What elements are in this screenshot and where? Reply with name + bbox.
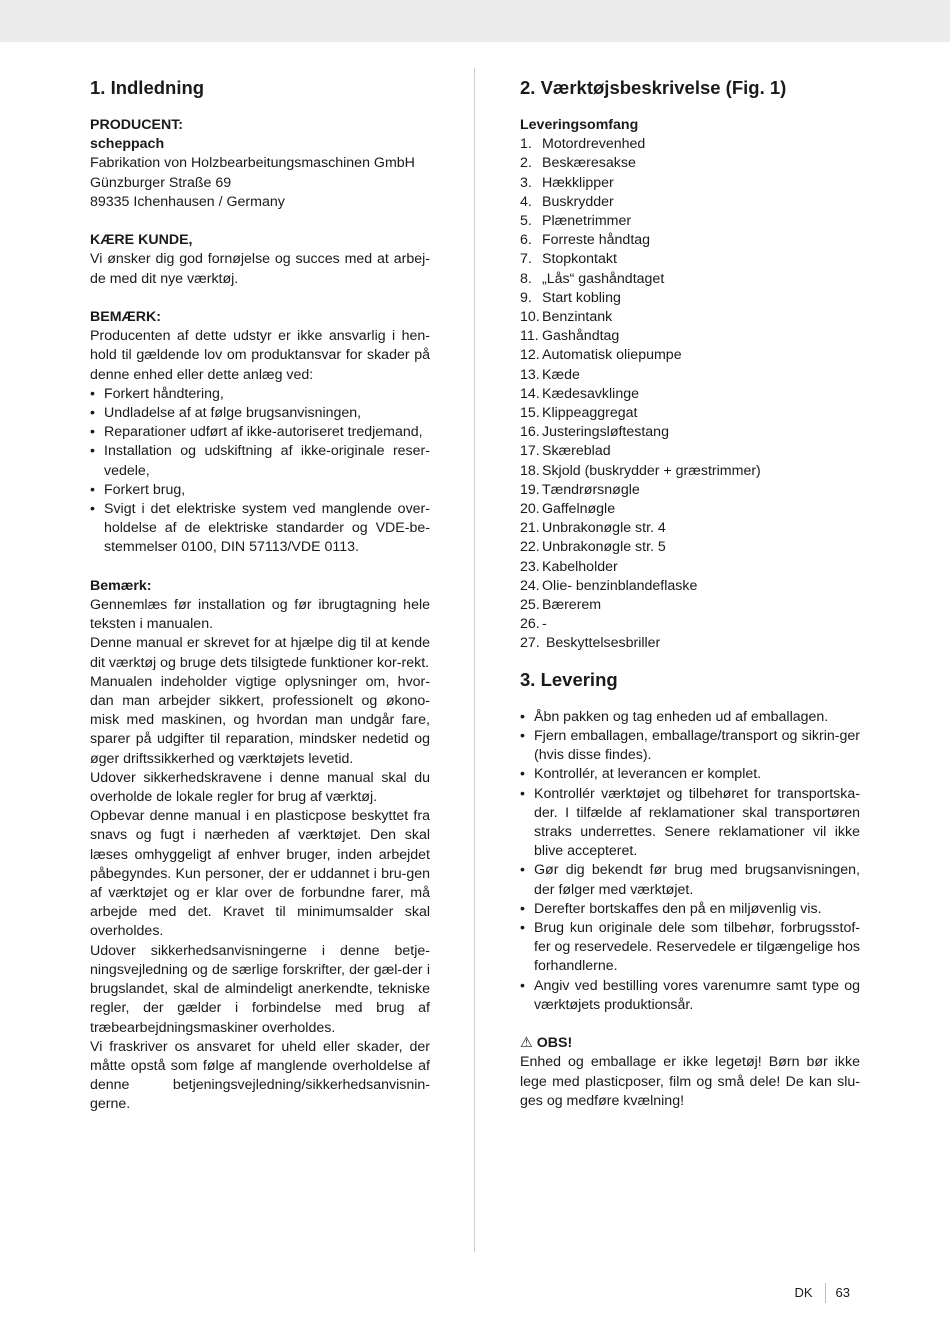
language-code: DK	[794, 1285, 813, 1301]
left-column	[90, 76, 430, 1115]
list-item-number: 4.	[520, 193, 532, 210]
remark-paragraph: Gennemlæs før installation og før ibrugtagning hele teksten i manualen.	[90, 597, 430, 633]
remark-paragraph: Opbevar denne manual i en plasticpose beskyttet fra snavs og fugt i nærheden af værktøjet. Den skal læses omhyggeligt af enhver bruger, inden arbejdet påbegyndes. Kun personer, der er uddannet i bru-gen af værktøjet og er klar over de forbundne farer, må arbejde med det. Kravet til minimumsalder skal overholdes.	[90, 808, 430, 940]
list-item-number: 1.	[520, 136, 532, 153]
list-item-text: Benzintank	[542, 309, 613, 326]
list-item	[520, 462, 860, 481]
list-item-text: Beskyttelsesbriller	[542, 635, 661, 652]
list-item-number: 11.	[520, 328, 539, 345]
list-item: • Svigt i det elektriske system ved manglende over-holdelse af de elektriske standarder og VDE-be-stemmelser 0100, DIN 57113/VDE 0113.	[90, 500, 430, 558]
list-item	[520, 174, 860, 193]
list-item	[520, 346, 860, 365]
list-item	[520, 270, 860, 289]
list-item	[520, 500, 860, 519]
list-item	[520, 212, 860, 231]
list-item-text: Klippeaggregat	[542, 405, 638, 422]
list-item-text: Gashåndtag	[542, 328, 620, 345]
producer-name: scheppach	[90, 136, 165, 153]
list-item-text: Buskrydder	[542, 193, 614, 210]
list-item	[520, 577, 860, 596]
list-item	[520, 615, 860, 634]
list-item: • Installation og udskiftning af ikke-originale reser-vedele,	[90, 442, 430, 480]
page-footer	[794, 1283, 850, 1303]
list-item	[520, 423, 860, 442]
list-item	[520, 366, 860, 385]
list-item	[520, 481, 860, 500]
list-item-text: Skæreblad	[542, 443, 611, 460]
list-item	[520, 154, 860, 173]
warning-icon: ⚠	[520, 1035, 533, 1052]
list-item-text: Olie- benzinblandeflaske	[542, 577, 698, 594]
list-item-number: 25.	[520, 597, 540, 614]
list-item-text: Kabelholder	[542, 558, 618, 575]
scope-list	[520, 135, 860, 653]
list-item-number: 22.	[520, 539, 540, 556]
list-item-number: 13.	[520, 366, 540, 383]
list-item-text: Stopkontakt	[542, 251, 617, 268]
customer-text: Vi ønsker dig god fornøjelse og succes med at arbej-de med dit nye værktøj.	[90, 251, 430, 287]
list-item-text: Motordrevenhed	[542, 136, 646, 153]
remark-paragraph: Udover sikkerhedsanvisningerne i denne betje-ningsvejledning og de særlige forskrifter, der gæl-der i brugslandet, skal de almindeligt anerkendte, tekniske regler, der gælder i forbindelse med brug af træbearbejdningsmaskiner overholdes.	[90, 942, 430, 1036]
producer-line: Günzburger Straße 69	[90, 174, 232, 191]
list-item: • Angiv ved bestilling vores varenumre samt type og værktøjets produktionsår.	[520, 977, 860, 1015]
right-column	[520, 76, 860, 1111]
list-item-number: 7.	[520, 251, 532, 268]
list-item-number: 24.	[520, 577, 540, 594]
list-item	[520, 231, 860, 250]
list-item	[520, 250, 860, 269]
remark-paragraph: Udover sikkerhedskravene i denne manual skal du overholde de lokale regler for brug af værktøj.	[90, 769, 430, 806]
list-item-number: 6.	[520, 232, 532, 249]
list-item	[520, 634, 860, 653]
list-item-text: Hækklipper	[542, 174, 614, 191]
section-heading-delivery: 3. Levering	[520, 668, 618, 690]
list-item-number: 10.	[520, 309, 540, 326]
section-heading-tool-description: 2. Værktøjsbeskrivelse (Fig. 1)	[520, 77, 787, 98]
producer-line: 89335 Ichenhausen / Germany	[90, 193, 285, 210]
warning-text: Enhed og emballage er ikke legetøj! Børn bør ikke lege med plasticposer, film og små dele! De kan slu-ges og medføre kvælning!	[520, 1054, 860, 1109]
list-item	[520, 538, 860, 557]
list-item-text: Unbrakonøgle str. 4	[542, 520, 666, 537]
column-divider	[474, 68, 475, 1252]
list-item-text: Automatisk oliepumpe	[542, 347, 682, 364]
remark-paragraph: Vi fraskriver os ansvaret for uheld eller skader, der måtte opstå som følge af manglende overholdelse af denne betjeningsvejledning/sikkerhedsanvisnin-gerne.	[90, 1038, 430, 1113]
scope-label: Leveringsomfang	[520, 117, 639, 133]
list-item	[520, 596, 860, 615]
list-item: • Forkert brug,	[90, 481, 430, 500]
list-item: • Derefter bortskaffes den på en miljøvenlig vis.	[520, 900, 860, 919]
list-item: • Brug kun originale dele som tilbehør, forbrugsstof-fer og reservedele. Reservedele er tilgængelige hos forhandlerne.	[520, 919, 860, 977]
list-item-number: 15.	[520, 405, 540, 422]
list-item-number: 19.	[520, 481, 540, 498]
list-item-number: 27.	[520, 635, 540, 652]
list-item: • Åbn pakken og tag enheden ud af emballagen.	[520, 708, 860, 727]
list-item-number: 21.	[520, 520, 540, 537]
delivery-bullet-list	[520, 708, 860, 1015]
list-item	[520, 442, 860, 461]
list-item	[520, 135, 860, 154]
warning-heading	[520, 1034, 860, 1053]
list-item-text: Beskæresakse	[542, 155, 636, 172]
list-item-text: -	[542, 616, 547, 633]
list-item	[520, 308, 860, 327]
list-item-text: Gaffelnøgle	[542, 501, 616, 518]
list-item: • Forkert håndtering,	[90, 385, 430, 404]
list-item-number: 12.	[520, 347, 540, 364]
remark-paragraph: Denne manual er skrevet for at hjælpe dig til at kende dit værktøj og bruge dets tilsigtede funktioner kor-rekt.	[90, 635, 430, 671]
list-item-text: Start kobling	[542, 289, 621, 306]
list-item: • Kontrollér, at leverancen er komplet.	[520, 765, 860, 784]
list-item-text: Unbrakonøgle str. 5	[542, 539, 666, 556]
producer-line: Fabrikation von Holzbearbeitungsmaschinen GmbH	[90, 155, 415, 172]
list-item: • Fjern emballagen, emballage/transport og sikrin-ger (hvis disse findes).	[520, 727, 860, 765]
list-item-text: Kædesavklinge	[542, 385, 640, 402]
list-item: • Undladelse af at følge brugsanvisningen,	[90, 404, 430, 423]
list-item	[520, 385, 860, 404]
list-item	[520, 289, 860, 308]
list-item-number: 23.	[520, 558, 540, 575]
list-item-number: 9.	[520, 289, 532, 306]
list-item-text: Bærerem	[542, 597, 602, 614]
list-item-text: „Lås“ gashåndtaget	[542, 270, 665, 287]
remark-label: Bemærk:	[90, 577, 152, 594]
note-bullet-list	[90, 385, 430, 558]
list-item-number: 14.	[520, 385, 540, 402]
note-label: BEMÆRK:	[90, 309, 161, 325]
list-item-text: Plænetrimmer	[542, 213, 632, 230]
list-item-number: 20.	[520, 501, 540, 518]
warning-label: OBS!	[536, 1035, 573, 1052]
list-item-text: Forreste håndtag	[542, 232, 651, 249]
list-item	[520, 327, 860, 346]
list-item: • Gør dig bekendt før brug med brugsanvisningen, der følger med værktøjet.	[520, 861, 860, 899]
list-item-number: 17.	[520, 443, 540, 460]
list-item: • Reparationer udført af ikke-autoriseret tredjemand,	[90, 423, 430, 442]
list-item-text: Justeringsløftestang	[542, 424, 669, 441]
list-item-number: 18.	[520, 462, 540, 479]
producer-label: PRODUCENT:	[90, 117, 184, 133]
list-item-number: 5.	[520, 213, 532, 230]
page-number: 63	[835, 1285, 850, 1301]
list-item-text: Kæde	[542, 366, 580, 383]
list-item	[520, 558, 860, 577]
list-item-text: Skjold (buskrydder + græstrimmer)	[542, 462, 761, 479]
list-item-number: 26.	[520, 616, 540, 633]
top-bar	[0, 0, 950, 42]
list-item-number: 8.	[520, 270, 532, 287]
list-item-number: 3.	[520, 174, 532, 191]
customer-label: KÆRE KUNDE,	[90, 232, 193, 249]
list-item-text: Tændrørsnøgle	[542, 481, 640, 498]
section-heading-introduction: 1. Indledning	[90, 77, 205, 98]
list-item	[520, 519, 860, 538]
list-item	[520, 193, 860, 212]
list-item-number: 16.	[520, 424, 540, 441]
remark-paragraph: Manualen indeholder vigtige oplysninger om, hvor-dan man arbejder sikkert, professionelt og økono-misk med maskinen, og hvordan man undgår fare, sparer på udgifter til reparation, mindsker nedetid og øger driftssikkerhed og værktøjets levetid.	[90, 673, 430, 767]
note-text: Producenten af dette udstyr er ikke ansvarlig i hen-hold til gældende lov om produktansvar for skader på denne enhed eller dette anlæg ved:	[90, 328, 430, 383]
list-item: • Kontrollér værktøjet og tilbehøret for transportska-der. I tilfælde af reklamationer skal transportøren straks underrettes. Senere reklamationer vil ikke blive accepteret.	[520, 785, 860, 862]
list-item-number: 2.	[520, 155, 532, 172]
list-item	[520, 404, 860, 423]
